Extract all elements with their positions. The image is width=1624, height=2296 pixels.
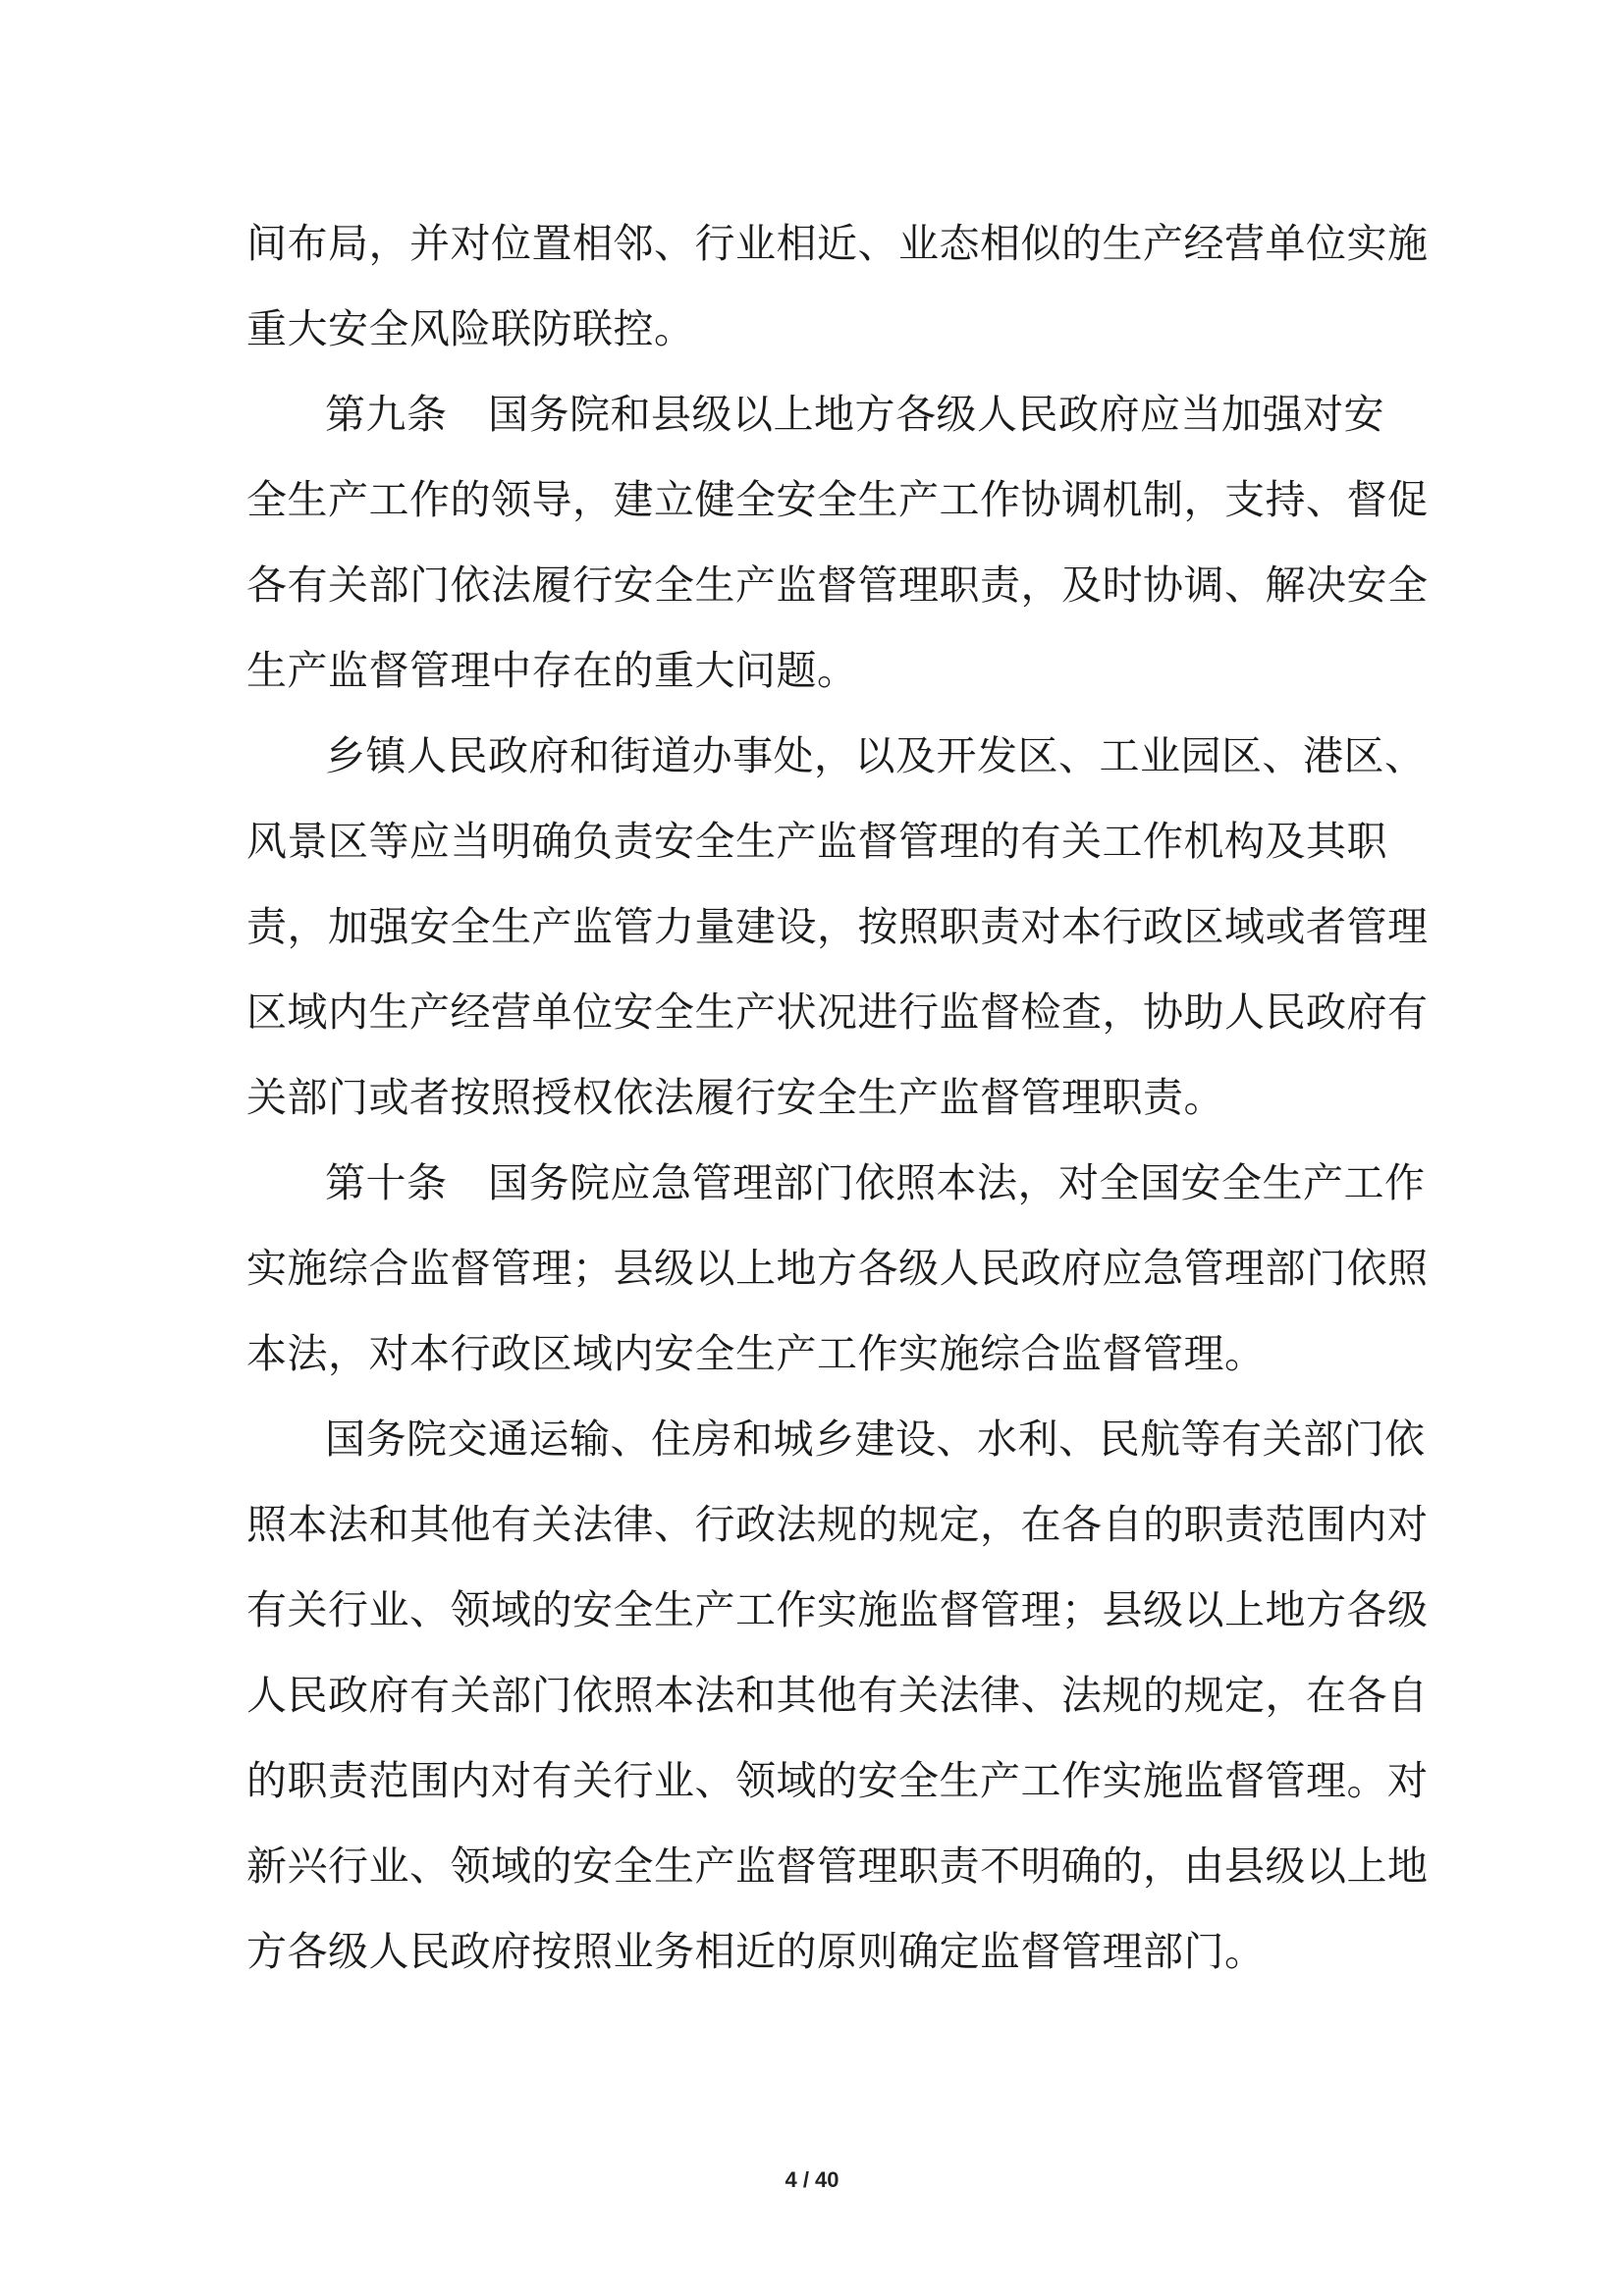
article-9-heading-line: 第九条 国务院和县级以上地方各级人民政府应当加强对安 [325,391,1384,438]
text-line: 方各级人民政府按照业务相近的原则确定监督管理部门。 [246,1928,1266,1975]
text-line: 本法，对本行政区域内安全生产工作实施综合监督管理。 [246,1330,1266,1377]
text-line: 间布局，并对位置相邻、行业相近、业态相似的生产经营单位实施 [246,220,1429,267]
text-line: 照本法和其他有关法律、行政法规的规定，在各自的职责范围内对 [246,1501,1429,1548]
text-line: 各有关部门依法履行安全生产监督管理职责，及时协调、解决安全 [246,561,1429,609]
text-line: 关部门或者按照授权依法履行安全生产监督管理职责。 [246,1074,1224,1121]
paragraph-start-line: 乡镇人民政府和街道办事处，以及开发区、工业园区、港区、 [325,732,1426,779]
page-number: 4 / 40 [785,2167,839,2192]
paragraph-start-line: 国务院交通运输、住房和城乡建设、水利、民航等有关部门依 [325,1415,1426,1463]
text-line: 全生产工作的领导，建立健全安全生产工作协调机制，支持、督促 [246,476,1429,523]
text-line: 区域内生产经营单位安全生产状况进行监督检查，协助人民政府有 [246,988,1429,1036]
text-line: 实施综合监督管理；县级以上地方各级人民政府应急管理部门依照 [246,1245,1429,1292]
text-line: 的职责范围内对有关行业、领域的安全生产工作实施监督管理。对 [246,1757,1429,1804]
document-body [246,214,1429,2007]
text-line: 生产监督管理中存在的重大问题。 [246,647,858,694]
article-10-heading-line: 第十条 国务院应急管理部门依照本法，对全国安全生产工作 [325,1159,1426,1206]
text-line: 有关行业、领域的安全生产工作实施监督管理；县级以上地方各级 [246,1586,1429,1633]
text-line: 重大安全风险联防联控。 [246,305,695,352]
text-line: 风景区等应当明确负责安全生产监督管理的有关工作机构及其职 [246,818,1387,865]
text-line: 责，加强安全生产监管力量建设，按照职责对本行政区域或者管理 [246,903,1429,950]
text-line: 新兴行业、领域的安全生产监督管理职责不明确的，由县级以上地 [246,1842,1429,1890]
text-line: 人民政府有关部门依照本法和其他有关法律、法规的规定，在各自 [246,1672,1429,1719]
